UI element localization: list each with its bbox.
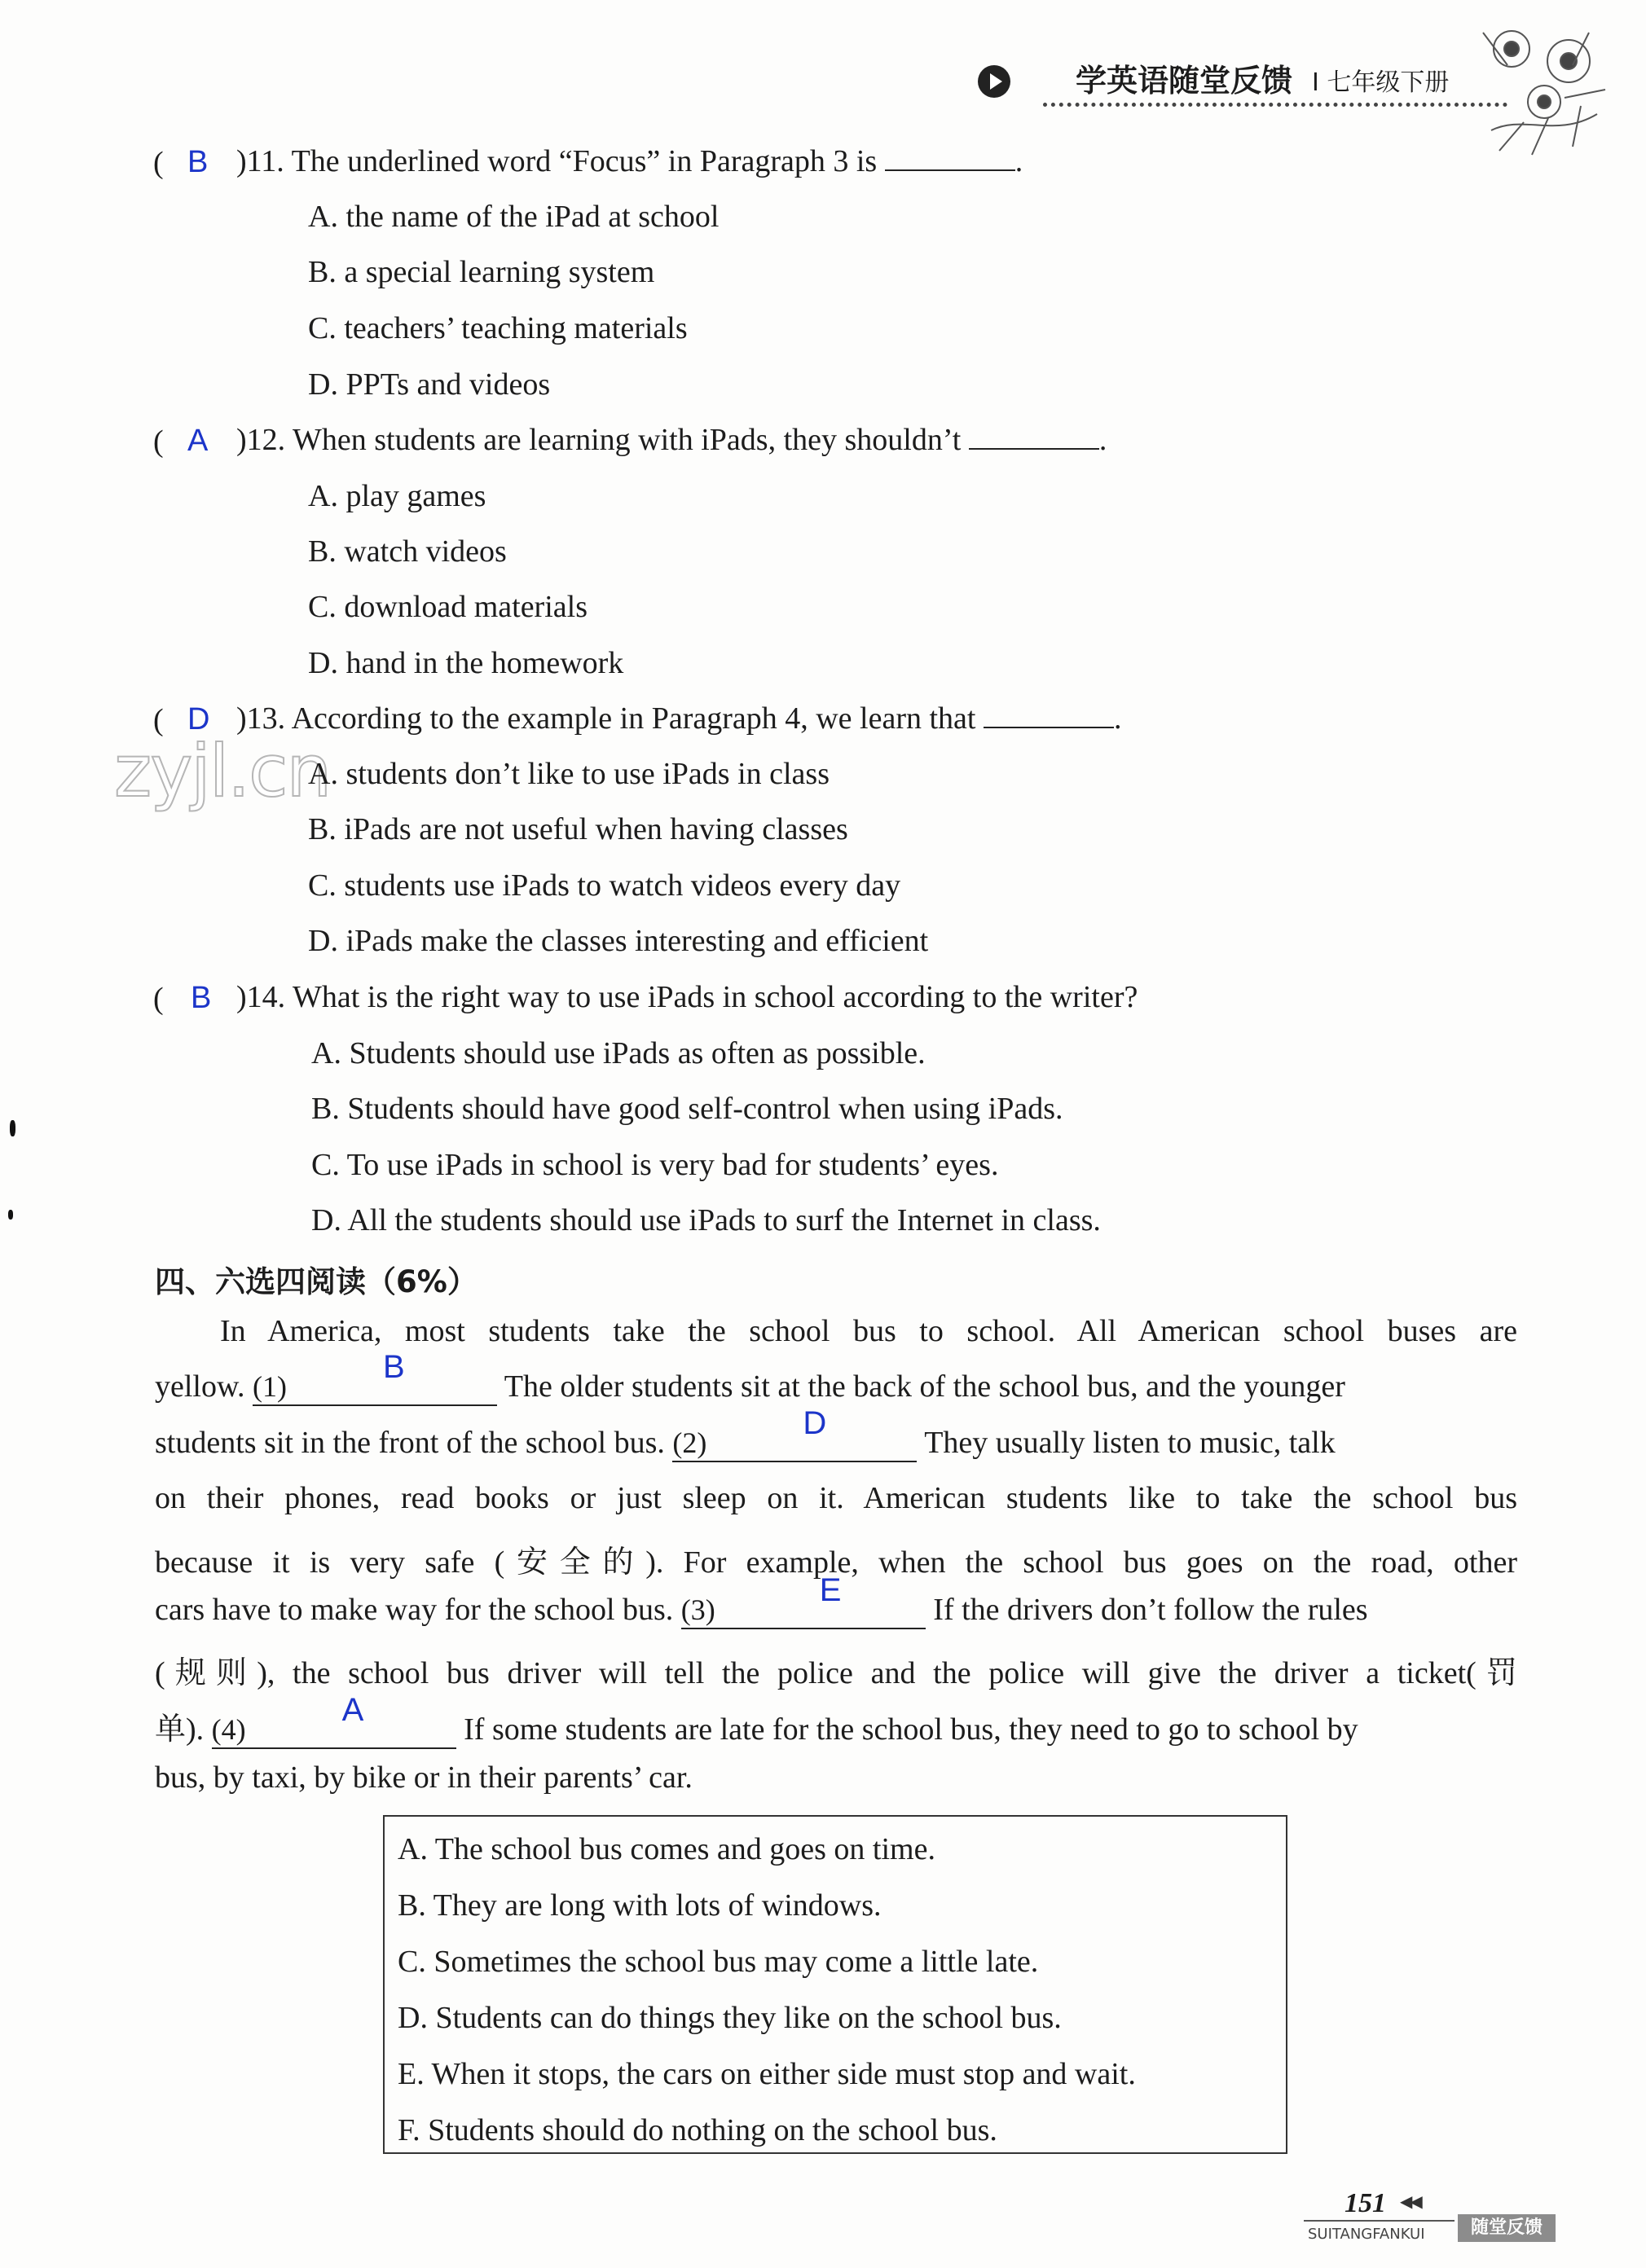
q13-option-d: D. iPads make the classes interesting and efficient <box>308 924 929 958</box>
blank-4[interactable]: (4) A <box>212 1712 456 1749</box>
book-title: 学英语随堂反馈 <box>1076 63 1293 99</box>
q12-answer: A <box>187 424 209 458</box>
box-option-f: F. Students should do nothing on the school bus. <box>398 2113 997 2147</box>
grade-label: Ⅰ 七年级下册 <box>1312 68 1450 97</box>
passage-line: bus, by taxi, by bike or in their parents’ car. <box>155 1760 693 1795</box>
blank-2[interactable]: (2) D <box>672 1425 917 1462</box>
passage-line: cars have to make way for the school bus. (3) E If the drivers don’t follow the rules <box>155 1592 1517 1629</box>
passage-line: 单). (4) A If some students are late for the school bus, they need to go to school by <box>155 1703 1517 1749</box>
blank-1[interactable]: (1) B <box>253 1369 497 1406</box>
passage-line: In America, most students take the school bus to school. All American school buses are <box>220 1314 1517 1348</box>
q11-option-a: A. the name of the iPad at school <box>308 200 720 234</box>
q13-option-c: C. students use iPads to watch videos every day <box>308 868 901 903</box>
q12-option-a: A. play games <box>308 479 486 513</box>
footer-label: SUITANGFANKUI <box>1308 2226 1425 2243</box>
answer-paren-open: ( <box>153 703 164 737</box>
question-13: )13. According to the example in Paragraph 4, we learn that . <box>236 701 1122 736</box>
question-11: )11. The underlined word “Focus” in Paragraph 3 is . <box>236 144 1023 178</box>
box-option-e: E. When it stops, the cars on either side must stop and wait. <box>398 2057 1136 2091</box>
q14-option-a: A. Students should use iPads as often as possible. <box>311 1036 926 1070</box>
section-heading: 四、六选四阅读（6%） <box>155 1264 478 1299</box>
passage-line: because it is very safe (安全的). For example, when the school bus goes on the road, other <box>155 1545 1517 1580</box>
passage-line: students sit in the front of the school bus. (2) D They usually listen to music, talk <box>155 1425 1517 1462</box>
answer-paren-open: ( <box>153 146 164 180</box>
answer-paren-open: ( <box>153 982 164 1016</box>
q13-answer: D <box>187 702 210 736</box>
flower-ornament-icon <box>1475 16 1630 163</box>
q12-option-b: B. watch videos <box>308 534 507 569</box>
passage-line: yellow. (1) B The older students sit at the back of the school bus, and the younger <box>155 1369 1517 1406</box>
footer-badge: 随堂反馈 <box>1458 2214 1556 2242</box>
q12-option-d: D. hand in the homework <box>308 646 624 680</box>
passage-line: (规则), the school bus driver will tell the police and the police will give the driver a ticket(罚 <box>155 1656 1517 1690</box>
q14-option-d: D. All the students should use iPads to surf the Internet in class. <box>311 1203 1101 1237</box>
q11-option-d: D. PPTs and videos <box>308 367 551 402</box>
q14-option-b: B. Students should have good self-control when using iPads. <box>311 1092 1063 1126</box>
passage-line: on their phones, read books or just sleep on it. American students like to take the school bus <box>155 1481 1517 1515</box>
question-12: )12. When students are learning with iPads, they shouldn’t . <box>236 423 1107 457</box>
box-option-b: B. They are long with lots of windows. <box>398 1888 882 1923</box>
watermark: zyjl.cn <box>114 729 331 813</box>
q12-option-c: C. download materials <box>308 590 588 624</box>
play-icon <box>978 65 1010 98</box>
options-box <box>383 1815 1287 2154</box>
box-option-a: A. The school bus comes and goes on time. <box>398 1832 935 1866</box>
margin-mark <box>10 1120 15 1136</box>
answer-paren-open: ( <box>153 424 164 459</box>
q11-option-c: C. teachers’ teaching materials <box>308 311 688 345</box>
question-14: )14. What is the right way to use iPads in school according to the writer? <box>236 980 1138 1014</box>
arrows-icon: ◀◀ <box>1400 2193 1420 2211</box>
q14-option-c: C. To use iPads in school is very bad for students’ eyes. <box>311 1148 999 1182</box>
q11-answer: B <box>187 145 209 179</box>
q13-option-a: A. students don’t like to use iPads in class <box>308 757 830 791</box>
footer-rule <box>1304 2220 1455 2222</box>
box-option-d: D. Students can do things they like on the school bus. <box>398 2001 1062 2035</box>
margin-mark <box>8 1210 13 1220</box>
header-dotted-rule <box>1043 103 1507 107</box>
box-option-c: C. Sometimes the school bus may come a little late. <box>398 1945 1039 1979</box>
q13-option-b: B. iPads are not useful when having classes <box>308 812 848 846</box>
blank-3[interactable]: (3) E <box>681 1592 926 1629</box>
q11-option-b: B. a special learning system <box>308 255 655 289</box>
q14-answer: B <box>191 981 212 1015</box>
page-number: 151 <box>1345 2188 1386 2218</box>
